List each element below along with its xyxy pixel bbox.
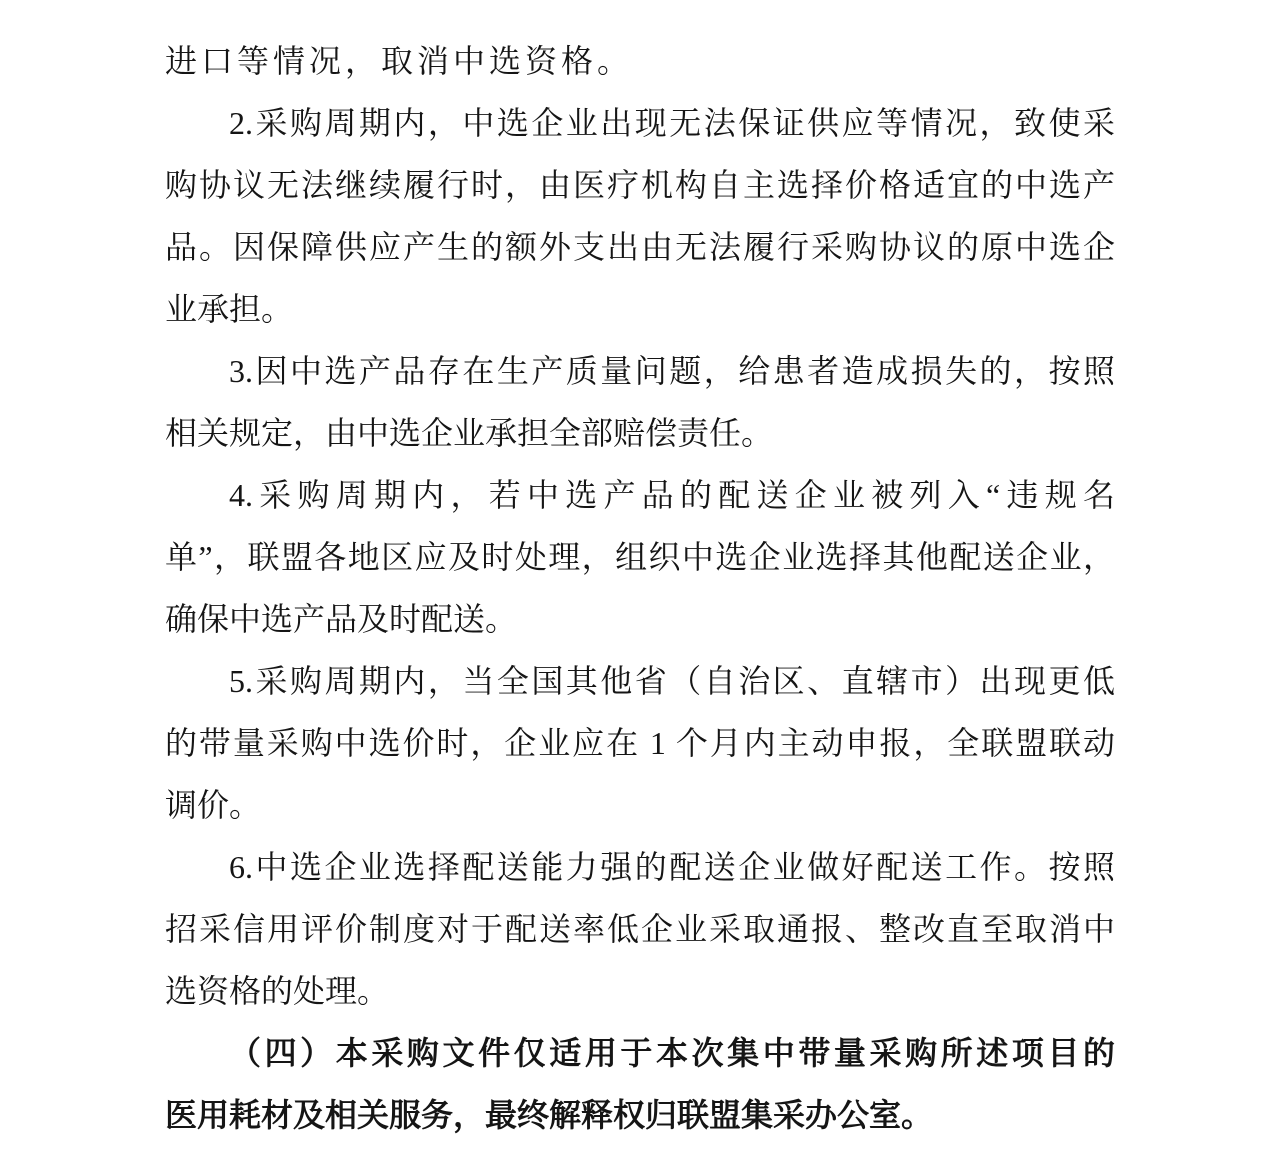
text-line: 5.采购周期内，当全国其他省（自治区、直辖市）出现更低: [229, 663, 1115, 699]
text-line: 6.中选企业选择配送能力强的配送企业做好配送工作。按照: [229, 849, 1115, 885]
text-line: 4.采购周期内，若中选产品的配送企业被列入“违规名: [229, 477, 1115, 513]
text-line: （四）本采购文件仅适用于本次集中带量采购所述项目的: [229, 1035, 1115, 1071]
text-line: 单”，联盟各地区应及时处理，组织中选企业选择其他配送企业，: [165, 539, 1115, 575]
text-line: 招采信用评价制度对于配送率低企业采取通报、整改直至取消中: [165, 911, 1115, 947]
text-line: 的带量采购中选价时，企业应在 1 个月内主动申报，全联盟联动: [165, 725, 1115, 761]
text-line: 品。因保障供应产生的额外支出由无法履行采购协议的原中选企: [165, 229, 1115, 265]
para-section-4: [165, 1022, 1115, 1146]
para-item-6: [165, 836, 1115, 1022]
text-line: 选资格的处理。: [165, 973, 390, 1009]
text-line: 调价。: [165, 787, 262, 823]
text-line: 进口等情况，取消中选资格。: [165, 43, 634, 79]
text-line: 2.采购周期内，中选企业出现无法保证供应等情况，致使采: [229, 105, 1115, 141]
text-line: 相关规定，由中选企业承担全部赔偿责任。: [165, 415, 774, 451]
text-line: 确保中选产品及时配送。: [165, 601, 518, 637]
para-item-5: [165, 650, 1115, 836]
para-item-4: [165, 464, 1115, 650]
para-item-3: [165, 340, 1115, 464]
text-line: 医用耗材及相关服务，最终解释权归联盟集采办公室。: [165, 1097, 934, 1133]
text-line: 3.因中选产品存在生产质量问题，给患者造成损失的，按照: [229, 353, 1115, 389]
para-continuation: [165, 30, 1115, 92]
text-line: 购协议无法继续履行时，由医疗机构自主选择价格适宜的中选产: [165, 167, 1115, 203]
text-line: 业承担。: [165, 291, 294, 327]
para-item-2: [165, 92, 1115, 340]
